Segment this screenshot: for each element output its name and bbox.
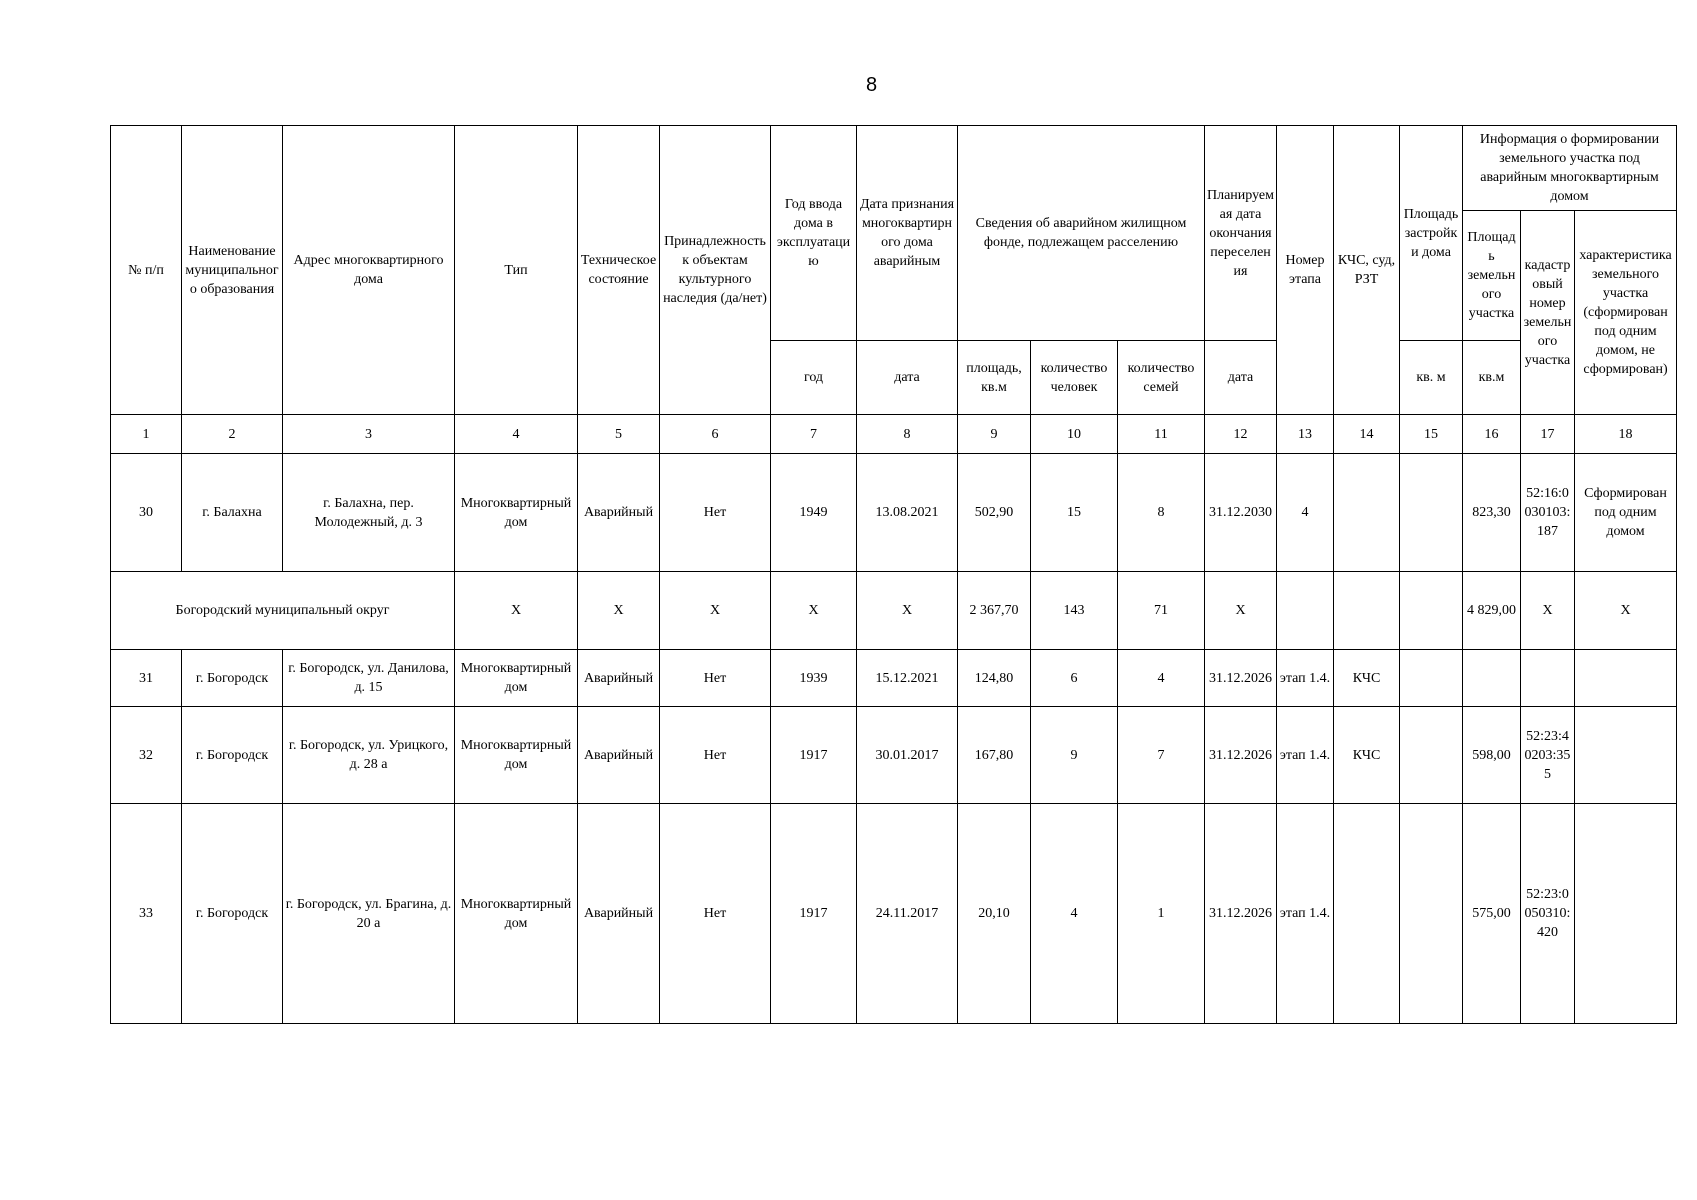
header-municipality: Наименование муниципального образования [182,126,283,415]
cell-land-area: 598,00 [1463,707,1521,804]
cell-date: Х [857,572,958,650]
header-cadastral-number: кадастровый номер земельного участка [1521,211,1575,415]
page-number: 8 [865,74,878,96]
subtotal-row [111,572,1677,650]
cell-type: Многоквартирный дом [455,707,578,804]
cell-number: 32 [111,707,182,804]
cell-heritage: Нет [660,707,771,804]
header-land-characteristic: характеристика земельного участка (сформирован под одним домом, не сформирован) [1575,211,1677,415]
cell-date: 15.12.2021 [857,650,958,707]
cell-area: 2 367,70 [958,572,1031,650]
cell-land-area: 575,00 [1463,804,1521,1024]
cell-build-area [1400,454,1463,572]
cell-year: 1939 [771,650,857,707]
column-number: 12 [1205,415,1277,454]
column-number: 16 [1463,415,1521,454]
cell-year: 1917 [771,804,857,1024]
header-sub-end-date: дата [1205,341,1277,415]
cell-date: 24.11.2017 [857,804,958,1024]
column-number: 4 [455,415,578,454]
cell-stage: этап 1.4. [1277,804,1334,1024]
cell-kchs [1334,572,1400,650]
cell-date: 30.01.2017 [857,707,958,804]
cell-cadastral: Х [1521,572,1575,650]
cell-address: г. Богородск, ул. Урицкого, д. 28 а [283,707,455,804]
cell-cadastral [1521,650,1575,707]
cell-kchs: КЧС [1334,650,1400,707]
cell-kchs [1334,804,1400,1024]
table-row [111,650,1677,707]
header-unit-land-area: кв.м [1463,341,1521,415]
header-sub-year: год [771,341,857,415]
cell-families: 1 [1118,804,1205,1024]
cell-municipality: г. Балахна [182,454,283,572]
cell-build-area [1400,572,1463,650]
cell-families: 4 [1118,650,1205,707]
cell-families: 71 [1118,572,1205,650]
cell-people: 9 [1031,707,1118,804]
header-address: Адрес многоквартирного дома [283,126,455,415]
cell-address: г. Балахна, пер. Молодежный, д. 3 [283,454,455,572]
column-number: 10 [1031,415,1118,454]
header-housing-group: Сведения об аварийном жилищном фонде, подлежащем расселению [958,126,1205,341]
column-number: 2 [182,415,283,454]
cell-stage: этап 1.4. [1277,650,1334,707]
cell-people: 6 [1031,650,1118,707]
cell-state: Аварийный [578,454,660,572]
header-sub-families: количество семей [1118,341,1205,415]
cell-people: 143 [1031,572,1118,650]
cell-end-date: 31.12.2026 [1205,804,1277,1024]
header-sub-area: площадь, кв.м [958,341,1031,415]
cell-land-area: 4 829,00 [1463,572,1521,650]
emergency-housing-table [110,125,1677,1024]
cell-heritage: Х [660,572,771,650]
column-number: 17 [1521,415,1575,454]
cell-state: Аварийный [578,804,660,1024]
cell-area: 124,80 [958,650,1031,707]
cell-cadastral: 52:23:0050310:420 [1521,804,1575,1024]
cell-families: 7 [1118,707,1205,804]
column-number: 3 [283,415,455,454]
cell-state: Х [578,572,660,650]
cell-municipality: г. Богородск [182,804,283,1024]
cell-year: 1917 [771,707,857,804]
cell-address: г. Богородск, ул. Данилова, д. 15 [283,650,455,707]
cell-stage: этап 1.4. [1277,707,1334,804]
header-commission-year: Год ввода дома в эксплуатацию [771,126,857,341]
cell-address: г. Богородск, ул. Брагина, д. 20 а [283,804,455,1024]
cell-land-area [1463,650,1521,707]
header-emergency-date: Дата признания многоквартирного дома аварийным [857,126,958,341]
column-number: 18 [1575,415,1677,454]
cell-land-char: Сформирован под одним домом [1575,454,1677,572]
cell-end-date: 31.12.2030 [1205,454,1277,572]
column-number: 8 [857,415,958,454]
cell-kchs [1334,454,1400,572]
cell-heritage: Нет [660,804,771,1024]
cell-state: Аварийный [578,707,660,804]
column-number: 9 [958,415,1031,454]
cell-date: 13.08.2021 [857,454,958,572]
cell-cadastral: 52:23:40203:355 [1521,707,1575,804]
cell-people: 4 [1031,804,1118,1024]
column-number: 5 [578,415,660,454]
cell-land-char: Х [1575,572,1677,650]
header-sub-people: количество человек [1031,341,1118,415]
header-planned-end-date: Планируемая дата окончания переселения [1205,126,1277,341]
cell-number: 31 [111,650,182,707]
cell-land-char [1575,707,1677,804]
cell-type: Многоквартирный дом [455,650,578,707]
cell-heritage: Нет [660,454,771,572]
cell-number: 30 [111,454,182,572]
cell-year: 1949 [771,454,857,572]
header-stage-number: Номер этапа [1277,126,1334,415]
header-kchs: КЧС, суд, РЗТ [1334,126,1400,415]
cell-municipality: г. Богородск [182,650,283,707]
header-number: № п/п [111,126,182,415]
cell-build-area [1400,707,1463,804]
cell-heritage: Нет [660,650,771,707]
header-build-area: Площадь застройки дома [1400,126,1463,341]
table-row [111,707,1677,804]
header-type: Тип [455,126,578,415]
table-row [111,454,1677,572]
cell-type: Многоквартирный дом [455,804,578,1024]
cell-area: 167,80 [958,707,1031,804]
cell-build-area [1400,650,1463,707]
column-number: 13 [1277,415,1334,454]
cell-build-area [1400,804,1463,1024]
cell-year: Х [771,572,857,650]
header-unit-build-area: кв. м [1400,341,1463,415]
column-numbers-row [111,415,1677,454]
cell-number: 33 [111,804,182,1024]
header-land-group: Информация о формировании земельного участка под аварийным многоквартирным домом [1463,126,1677,211]
cell-stage: 4 [1277,454,1334,572]
cell-land-char [1575,804,1677,1024]
cell-people: 15 [1031,454,1118,572]
column-number: 7 [771,415,857,454]
cell-municipality: г. Богородск [182,707,283,804]
column-number: 11 [1118,415,1205,454]
cell-land-char [1575,650,1677,707]
column-number: 15 [1400,415,1463,454]
column-number: 1 [111,415,182,454]
cell-state: Аварийный [578,650,660,707]
cell-stage [1277,572,1334,650]
cell-cadastral: 52:16:0030103:187 [1521,454,1575,572]
header-technical-state: Техническое состояние [578,126,660,415]
cell-families: 8 [1118,454,1205,572]
cell-type: Х [455,572,578,650]
table-row [111,804,1677,1024]
header-sub-date: дата [857,341,958,415]
cell-area: 502,90 [958,454,1031,572]
header-heritage: Принадлежность к объектам культурного наследия (да/нет) [660,126,771,415]
header-row-1 [111,126,1677,211]
cell-end-date: 31.12.2026 [1205,650,1277,707]
column-number: 14 [1334,415,1400,454]
cell-type: Многоквартирный дом [455,454,578,572]
cell-end-date: Х [1205,572,1277,650]
cell-land-area: 823,30 [1463,454,1521,572]
cell-area: 20,10 [958,804,1031,1024]
column-number: 6 [660,415,771,454]
cell-kchs: КЧС [1334,707,1400,804]
cell-end-date: 31.12.2026 [1205,707,1277,804]
header-land-area: Площадь земельного участка [1463,211,1521,341]
subtotal-label: Богородский муниципальный округ [111,572,455,650]
